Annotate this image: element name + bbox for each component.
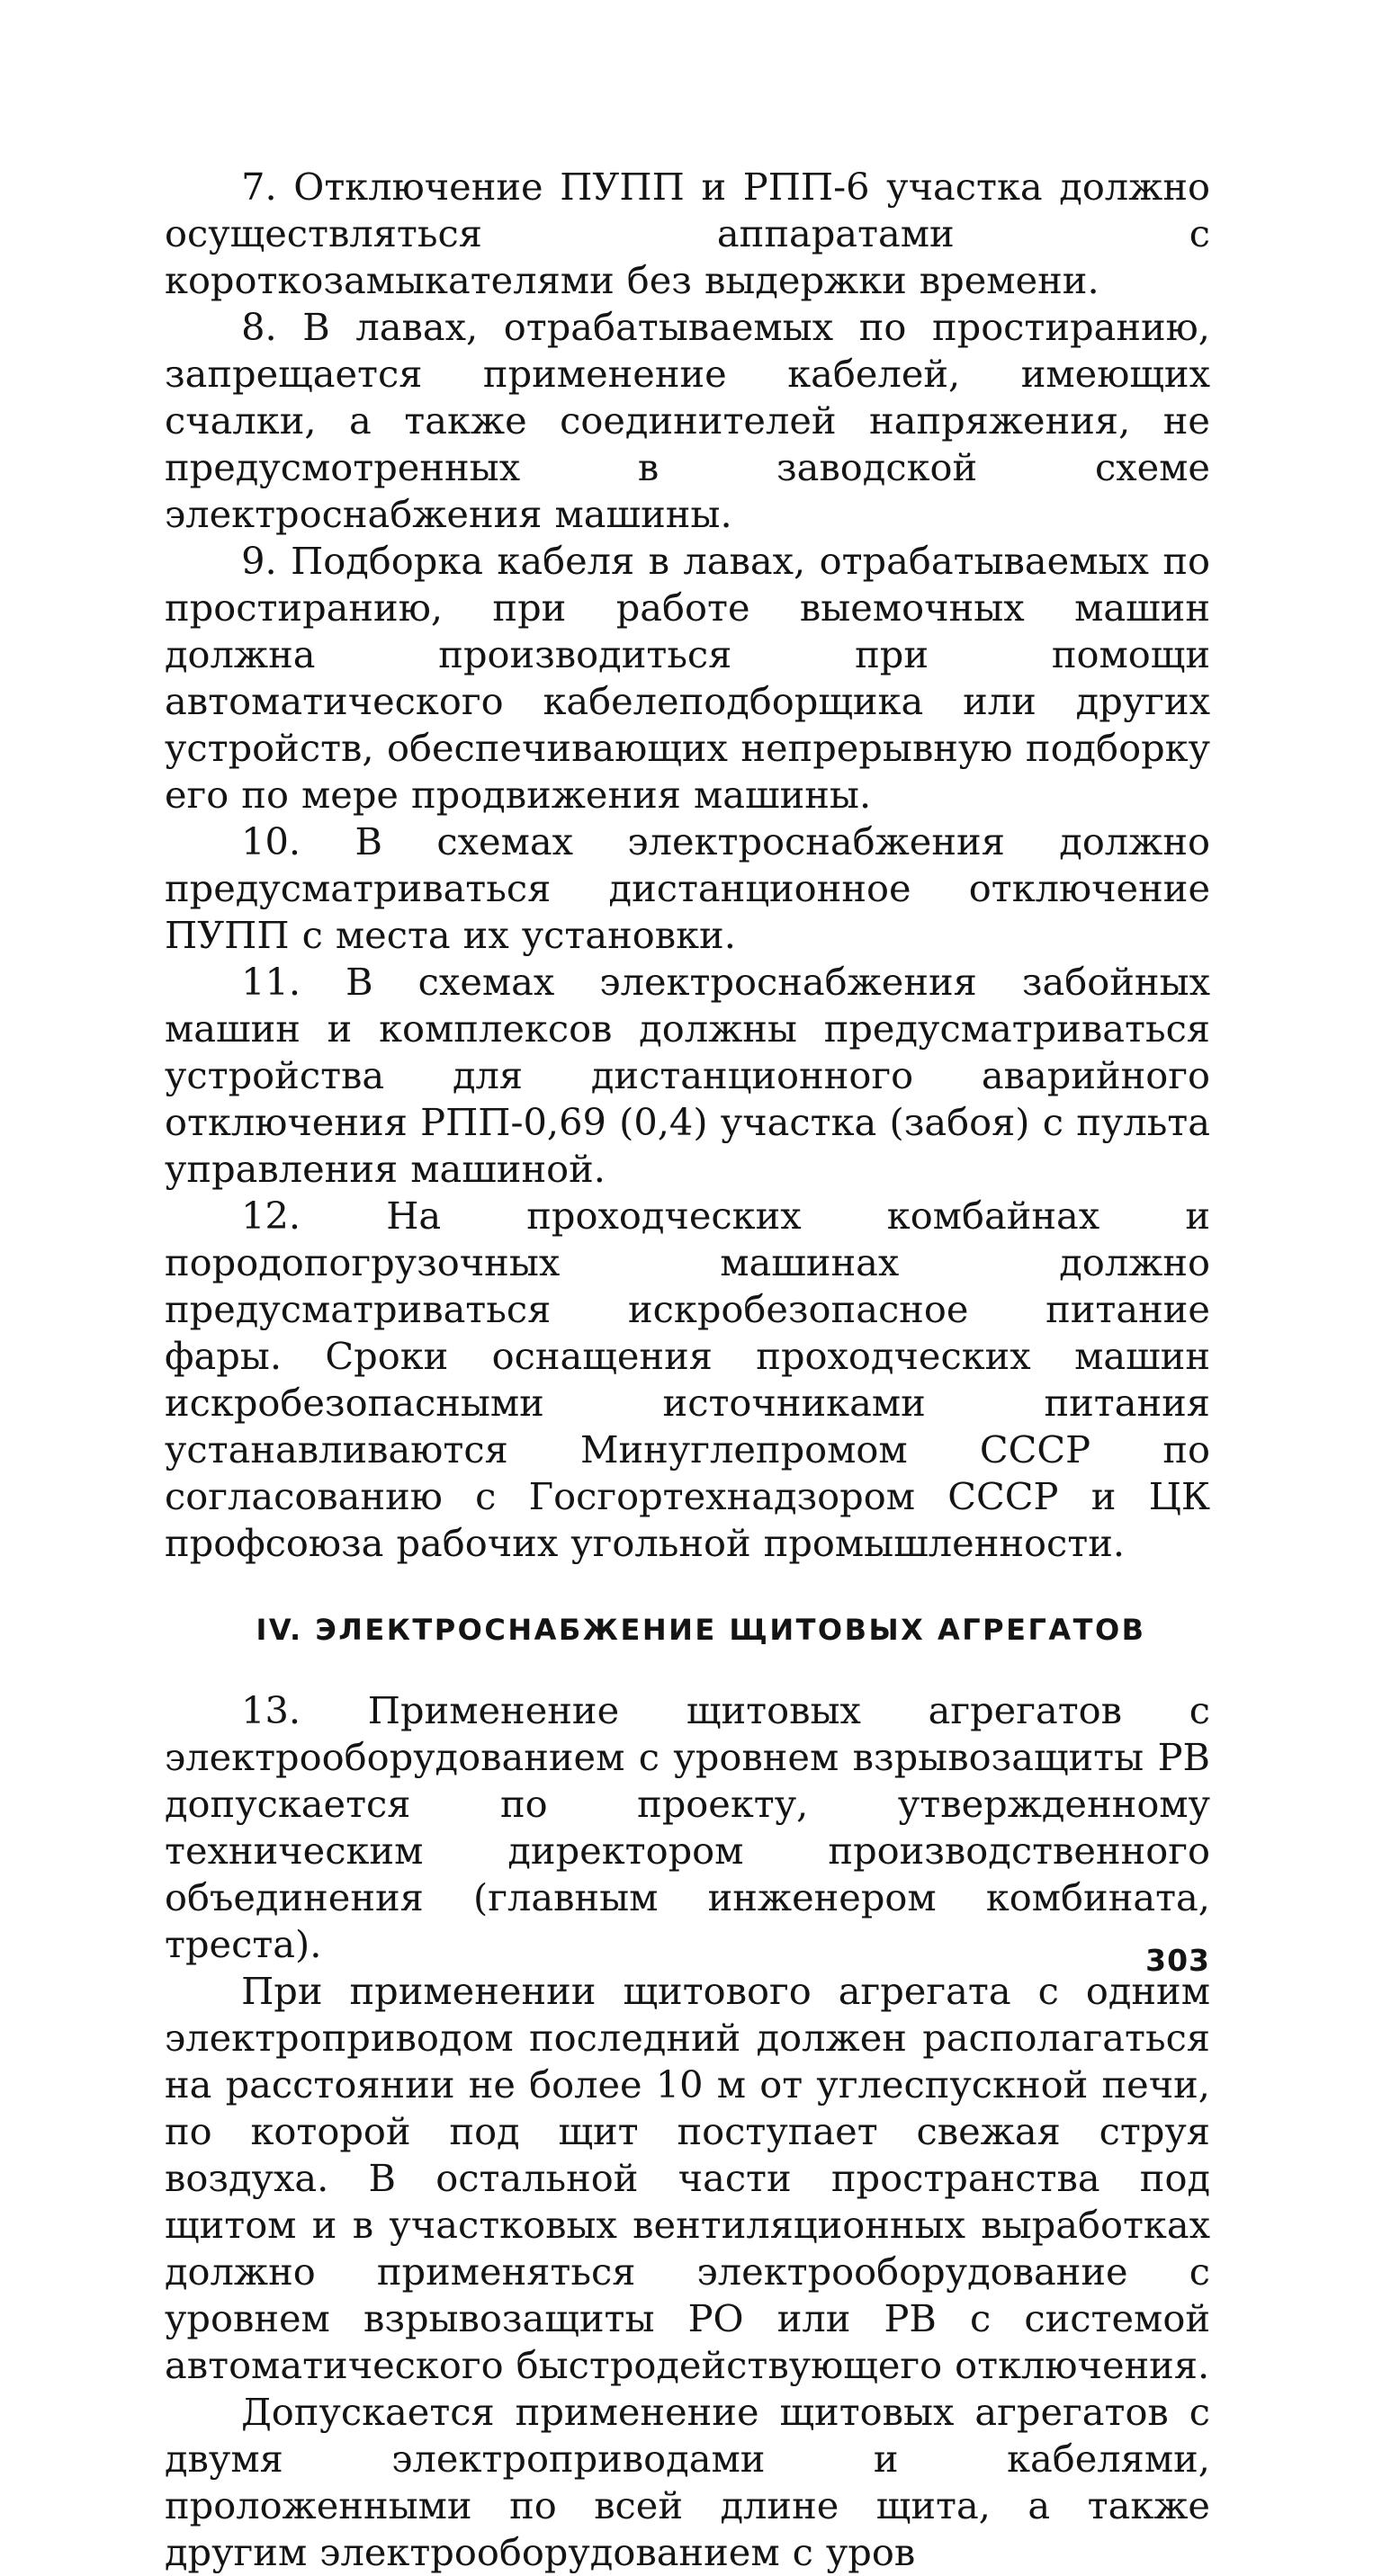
paragraph-8: 8. В лавах, отрабатываемых по простиранию, запрещается применение кабелей, имеющих счалки, а также соединителей напряжения, не предусмотренных в заводской схеме электроснабжения машины.	[165, 305, 1210, 536]
paragraph-7: 7. Отключение ПУПП и РПП-6 участка должно осуществляться аппаратами с короткозамыкателями без выдержки времени.	[165, 165, 1210, 302]
section-heading: IV. ЭЛЕКТРОСНАБЖЕНИЕ ЩИТОВЫХ АГРЕГАТОВ	[256, 1613, 1146, 1647]
paragraph-single-drive: При применении щитового агрегата с одним электроприводом последний должен располагаться на расстоянии не более 10 м от углеспускной печи, по которой под щит поступает свежая струя воздуха. В остальной части пространства под щитом и в участковых вентиляционных выработках должно применяться электрооборудование с уровнем взрывозащиты РО или РВ с системой автоматического быстродействующего отключения.	[165, 1969, 1210, 2387]
paragraph-two-drives: Допускается применение щитовых агрегатов с двумя электроприводами и кабелями, проложенными по всей длине щита, а также другим электрооборудованием с уров	[165, 2390, 1210, 2574]
page-body	[165, 164, 1210, 2576]
paragraph-13: 13. Применение щитовых агрегатов с электрооборудованием с уровнем взрывозащиты РВ допускается по проекту, утвержденному техническим директором производственного объединения (главным инженером комбината, треста).	[165, 1688, 1210, 1966]
paragraph-12: 12. На проходческих комбайнах и породопогрузочных машинах должно предусматриваться искробезопасное питание фары. Сроки оснащения проходческих машин искробезопасными источниками питания устанавливаются Минуглепромом СССР по согласованию с Госгортехнадзором СССР и ЦК профсоюза рабочих угольной промышленности.	[165, 1194, 1210, 1565]
paragraph-10: 10. В схемах электроснабжения должно предусматриваться дистанционное отключение ПУПП с места их установки.	[165, 819, 1210, 957]
paragraph-9: 9. Подборка кабеля в лавах, отрабатываемых по простиранию, при работе выемочных машин должна производиться при помощи автоматического кабелеподборщика или других устройств, обеспечивающих непрерывную подборку его по мере продвижения машины.	[165, 539, 1210, 817]
paragraph-11: 11. В схемах электроснабжения забойных машин и комплексов должны предусматриваться устройства для дистанционного аварийного отключения РПП-0,69 (0,4) участка (забоя) с пульта управления машиной.	[165, 960, 1210, 1191]
page-number: 303	[1145, 1943, 1210, 1978]
